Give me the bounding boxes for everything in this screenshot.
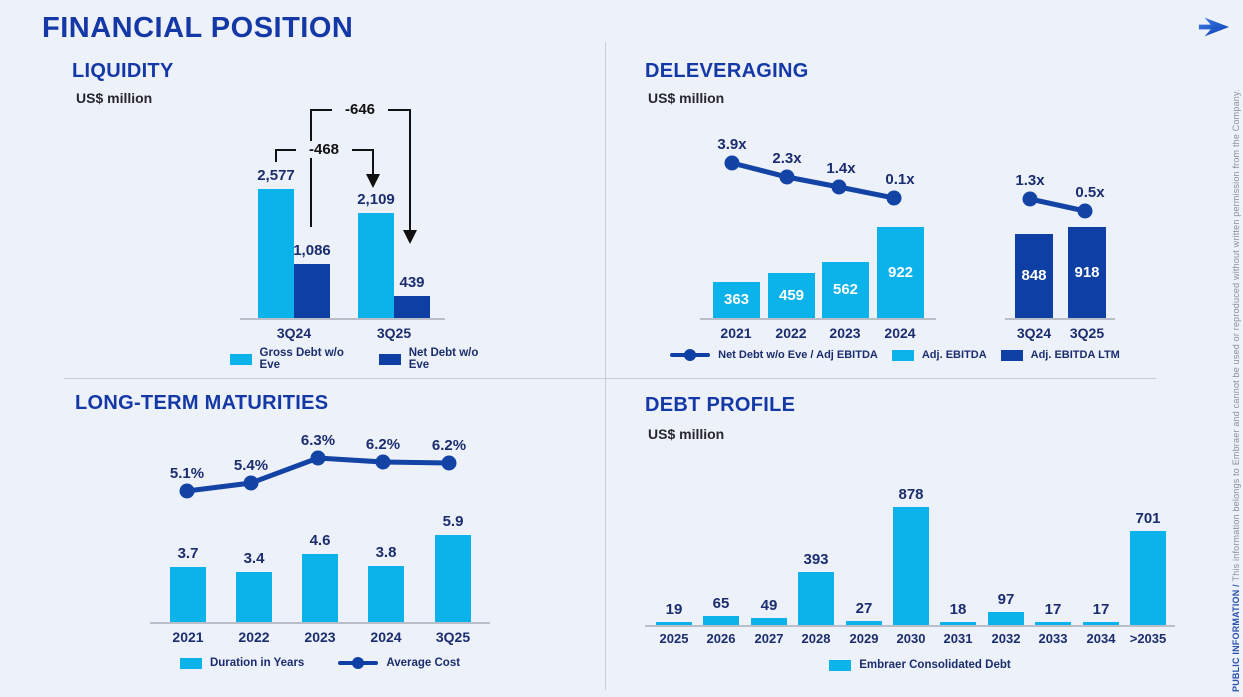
horizontal-divider	[64, 378, 1156, 379]
bar	[302, 554, 338, 622]
page-title: FINANCIAL POSITION	[42, 12, 354, 44]
x-axis	[700, 318, 936, 320]
side-note-text: This information belongs to Embraer and cannot be used or reproduced without written permission from the Company.	[1231, 89, 1241, 582]
bar-value-label: 4.6	[309, 532, 331, 549]
x-axis-label: 2028	[801, 631, 831, 646]
separator: /	[1231, 584, 1241, 587]
x-axis-label: 3Q24	[276, 325, 312, 341]
bar-value-label: 439	[399, 274, 425, 291]
line-value-label: 5.1%	[169, 465, 205, 482]
x-axis	[150, 622, 490, 624]
x-axis-label: 2022	[775, 325, 807, 341]
legend-item	[1001, 349, 1120, 361]
debt-profile-unit-label: US$ million	[648, 426, 725, 442]
bar	[751, 618, 787, 625]
gross-debt-swatch-icon	[230, 354, 252, 365]
x-axis-label: 2022	[238, 629, 270, 645]
deleveraging-unit-label: US$ million	[648, 90, 725, 106]
bar-value-label: 3.7	[177, 545, 199, 562]
legend-item	[338, 657, 460, 669]
bar-value-label: 19	[665, 601, 683, 618]
debt-profile-legend	[700, 659, 1140, 671]
x-axis-label: 3Q25	[1069, 325, 1105, 341]
x-axis-label: 2021	[172, 629, 204, 645]
bar-value-label: 18	[949, 601, 967, 618]
bar-value-label: 363	[723, 291, 750, 308]
line-marker-icon	[670, 349, 710, 361]
x-axis-label: 2029	[849, 631, 879, 646]
section-title-deleveraging: DELEVERAGING	[645, 60, 809, 82]
bar-value-label: 65	[712, 595, 730, 612]
bar-value-label: 701	[1135, 510, 1161, 527]
x-axis-label: 2025	[659, 631, 689, 646]
bar-value-label: 2,577	[257, 167, 295, 184]
x-axis	[240, 318, 445, 320]
x-axis-label: 2024	[884, 325, 916, 341]
legend-item	[829, 659, 1010, 671]
legend-item	[379, 347, 500, 371]
x-axis-label: 2023	[304, 629, 336, 645]
bar-value-label: 49	[760, 597, 778, 614]
bar-value-label: 17	[1092, 601, 1110, 618]
line-value-label: 6.3%	[300, 432, 336, 449]
line-value-label: 0.5x	[1075, 184, 1105, 201]
annotation-label: -468	[296, 141, 352, 158]
x-axis-label: 2024	[370, 629, 402, 645]
x-axis-label: 2032	[991, 631, 1021, 646]
bar-value-label: 922	[887, 263, 914, 281]
bar-value-label: 5.9	[442, 513, 464, 530]
x-axis	[645, 625, 1175, 627]
x-axis-label: 2031	[943, 631, 973, 646]
line-value-label: 2.3x	[772, 150, 802, 167]
bar	[1130, 531, 1166, 625]
x-axis-label: 2021	[720, 325, 752, 341]
net-debt-swatch-icon	[379, 354, 401, 365]
duration-swatch-icon	[180, 658, 202, 669]
x-axis-label: 2030	[896, 631, 926, 646]
liquidity-chart	[230, 100, 500, 375]
bar-value-label: 17	[1044, 601, 1062, 618]
line-value-label: 1.4x	[826, 160, 856, 177]
x-axis-label: 3Q24	[1016, 325, 1052, 341]
x-axis	[1005, 318, 1115, 320]
legend-item	[892, 349, 987, 361]
bar	[294, 264, 330, 318]
liquidity-legend	[230, 347, 500, 371]
deleveraging-chart	[630, 100, 1160, 375]
bar	[798, 572, 834, 625]
long-term-maturities-chart	[140, 430, 500, 680]
bar-value-label: 3.8	[375, 544, 397, 561]
line-value-label: 5.4%	[233, 457, 269, 474]
section-title-liquidity: LIQUIDITY	[72, 60, 174, 82]
legend-label: Average Cost	[386, 657, 461, 669]
line-value-label: 3.9x	[717, 136, 747, 153]
bar-value-label: 393	[803, 551, 829, 568]
bar-value-label: 848	[1021, 267, 1047, 284]
bar-value-label: 1,086	[293, 242, 331, 259]
line-value-label: 1.3x	[1015, 172, 1045, 189]
x-axis-label: 3Q25	[435, 629, 471, 645]
line-value-label: 0.1x	[885, 171, 915, 188]
deleveraging-legend	[630, 349, 1160, 361]
legend-label: Embraer Consolidated Debt	[859, 659, 1011, 671]
section-title-debt-profile: DEBT PROFILE	[645, 394, 796, 416]
legend-item	[230, 347, 365, 371]
liquidity-unit-label: US$ million	[76, 90, 153, 106]
bar	[368, 566, 404, 622]
bar	[435, 535, 471, 622]
bar-value-label: 2,109	[357, 191, 395, 208]
x-axis-label: 2033	[1038, 631, 1068, 646]
adj-ebitda-swatch-icon	[892, 350, 914, 361]
bar-value-label: 918	[1074, 263, 1100, 281]
legend-label: Adj. EBITDA LTM	[1030, 349, 1120, 361]
long-term-maturities-legend	[140, 657, 500, 669]
legend-label: Net Debt w/o Eve	[408, 347, 479, 371]
confidentiality-note	[1231, 60, 1241, 692]
bar-value-label: 3.4	[243, 550, 265, 567]
legend-label: Adj. EBITDA	[921, 349, 987, 361]
embraer-plane-icon	[1198, 15, 1230, 39]
consolidated-debt-swatch-icon	[829, 660, 851, 671]
legend-label: Gross Debt w/o Eve	[259, 347, 344, 371]
line-value-label: 6.2%	[431, 437, 467, 454]
bar-value-label: 97	[997, 591, 1015, 608]
bar	[703, 616, 739, 625]
vertical-divider	[605, 42, 606, 690]
legend-item	[670, 349, 878, 361]
legend-label: Net Debt w/o Eve / Adj EBITDA	[718, 349, 878, 361]
x-axis-label: 2034	[1086, 631, 1116, 646]
bar-value-label: 562	[832, 281, 859, 298]
annotation-label: -646	[332, 101, 388, 118]
bar	[170, 567, 206, 622]
bar	[394, 296, 430, 318]
legend-label: Duration in Years	[209, 657, 305, 669]
debt-profile-chart	[645, 480, 1180, 680]
x-axis-label: >2035	[1129, 631, 1167, 646]
section-title-long-term-maturities: LONG-TERM MATURITIES	[75, 392, 329, 414]
x-axis-label: 2027	[754, 631, 784, 646]
bar	[236, 572, 272, 622]
bar-value-label: 878	[898, 486, 924, 503]
bar-value-label: 27	[855, 600, 873, 617]
x-axis-label: 2026	[706, 631, 736, 646]
bar	[358, 213, 394, 318]
legend-item	[180, 657, 304, 669]
line-marker-icon	[338, 657, 378, 669]
bar-value-label: 459	[778, 286, 805, 304]
line-value-label: 6.2%	[365, 436, 401, 453]
public-information-label: PUBLIC INFORMATION	[1231, 589, 1241, 692]
adj-ebitda-ltm-swatch-icon	[1001, 350, 1023, 361]
x-axis-label: 3Q25	[376, 325, 412, 341]
x-axis-label: 2023	[829, 325, 861, 341]
